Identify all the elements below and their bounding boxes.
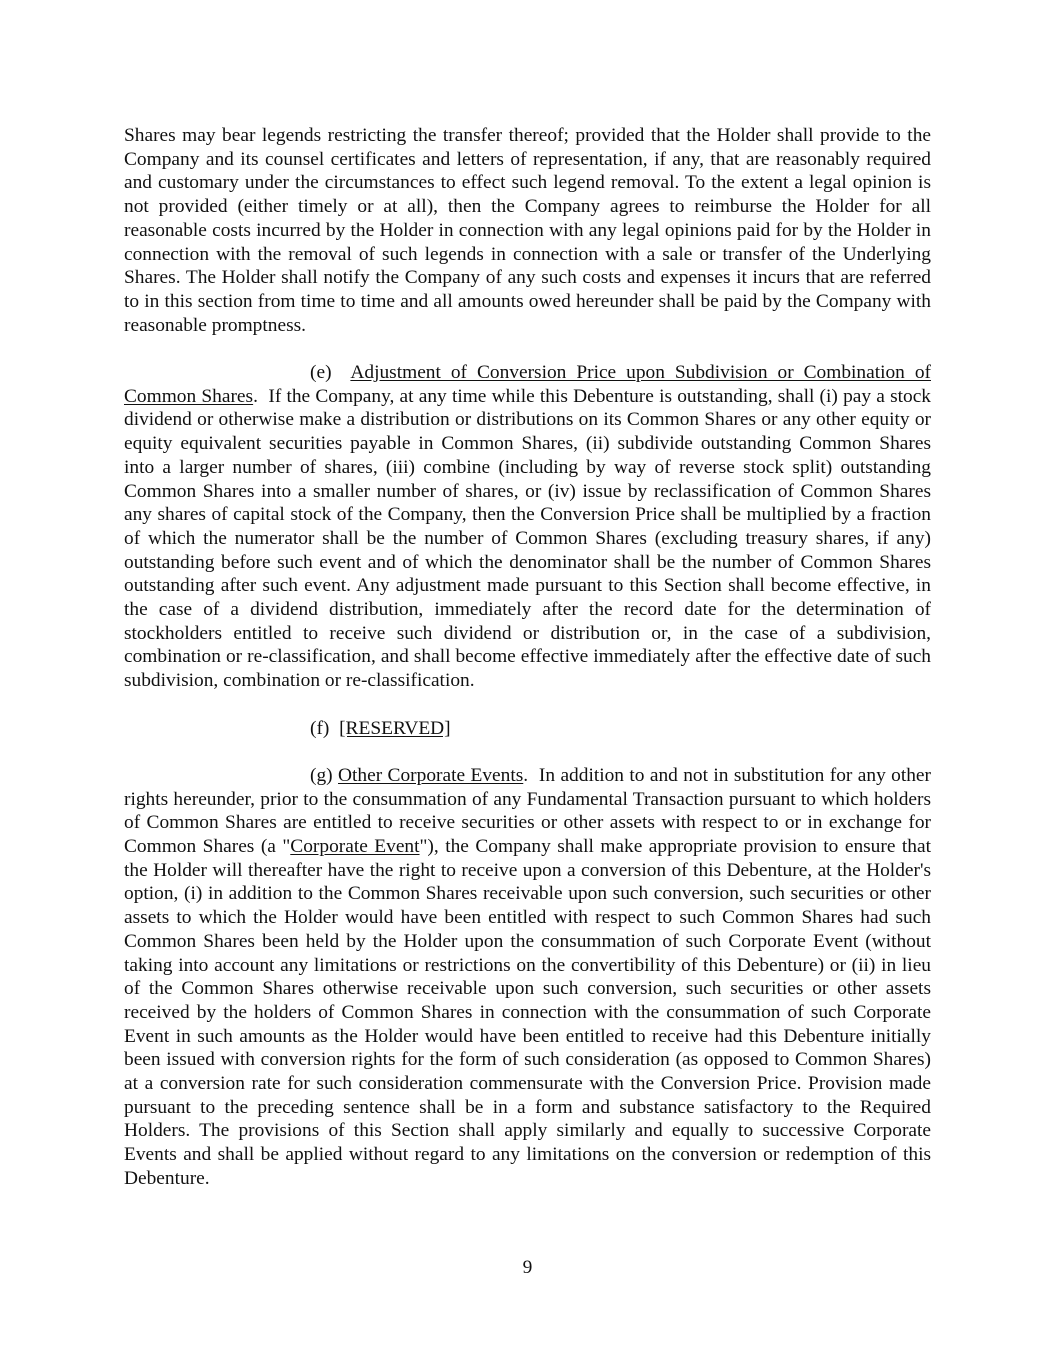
section-g-paragraph bbox=[124, 764, 931, 1191]
section-e-number: (e) bbox=[310, 362, 332, 384]
section-e-paragraph bbox=[124, 361, 931, 693]
section-g-heading: Other Corporate Events bbox=[338, 764, 524, 786]
section-e-heading-end: . bbox=[253, 385, 258, 407]
section-f-heading: [RESERVED] bbox=[339, 717, 451, 739]
section-e-body: If the Company, at any time while this Debenture is outstanding, shall (i) pay a stock dividend or otherwise make a distribution or distributions on its Common Shares or any other equity or equity equivalent securities payable in Common Shares, (ii) subdivide outstanding Common Shares into a larger number of shares, (iii) combine (including by way of reverse stock split) outstanding Common Shares into a smaller number of shares, or (iv) issue by reclassification of Common Shares any shares of capital stock of the Company, then the Conversion Price shall be multiplied by a fraction of which the numerator shall be the number of Common Shares (excluding treasury shares, if any) outstanding before such event and of which the denominator shall be the number of Common Shares outstanding after such event. Any adjustment made pursuant to this Section shall become effective, in the case of a dividend distribution, immediately after the record date for the determination of stockholders entitled to receive such dividend or distribution or, in the case of a subdivision, combination or re-classification, and shall become effective immediately after the effective date of such subdivision, combination or re-classification. bbox=[124, 385, 931, 692]
section-f-number: (f) bbox=[310, 717, 330, 739]
section-e-heading: Adjustment of Conversion Price upon Subdivision or Combination of Common Shares bbox=[124, 362, 931, 407]
section-g-defined-term: Corporate Event bbox=[290, 836, 420, 858]
document-page bbox=[124, 124, 931, 1191]
section-g-body-part1: In addition to and not in substitution for any other rights hereunder, prior to the consummation of any Fundamental Transaction pursuant to which holders of Common Shares are entitled to receive securities or other assets with respect to or in exchange for Common Shares (a " bbox=[124, 764, 931, 858]
section-g-body-part2: "), the Company shall make appropriate provision to ensure that the Holder will thereafter have the right to receive upon a conversion of this Debenture, at the Holder's option, (i) in addition to the Common Shares receivable upon such conversion, such securities or other assets to which the Holder would have been entitled with respect to such Common Shares had such Common Shares been held by the Holder upon the consummation of such Corporate Event (without taking into account any limitations or restrictions on the convertibility of this Debenture) or (ii) in lieu of the Common Shares otherwise receivable upon such conversion, such securities or other assets received by the holders of Common Shares in connection with the consummation of such Corporate Event in such amounts as the Holder would have been entitled to receive had this Debenture initially been issued with conversion rights for the form of such consideration (as opposed to Common Shares) at a conversion rate for such consideration commensurate with the Conversion Price. Provision made pursuant to the preceding sentence shall be in a form and substance satisfactory to the Required Holders. The provisions of this Section shall apply similarly and equally to successive Corporate Events and shall be applied without regard to any limitations on the conversion or redemption of this Debenture. bbox=[124, 836, 931, 1189]
section-g-heading-end: . bbox=[523, 764, 529, 786]
section-g-number: (g) bbox=[310, 764, 333, 786]
paragraph-legend-removal: Shares may bear legends restricting the transfer thereof; provided that the Holder shall provide to the Company and its counsel certificates and letters of representation, if any, that are reasonably required and customary under the circumstances to effect such legend removal. To the extent a legal opinion is not provided (either timely or at all), then the Company agrees to reimburse the Holder for all reasonable costs incurred by the Holder in connection with any legal opinions paid for by the Holder in connection with the removal of such legends in connection with a sale or transfer of the Underlying Shares. The Holder shall notify the Company of any such costs and expenses it incurs that are referred to in this section from time to time and all amounts owed hereunder shall be paid by the Company with reasonable promptness. bbox=[124, 125, 931, 336]
page-number: 9 bbox=[522, 1257, 533, 1278]
section-f-paragraph bbox=[124, 717, 931, 741]
